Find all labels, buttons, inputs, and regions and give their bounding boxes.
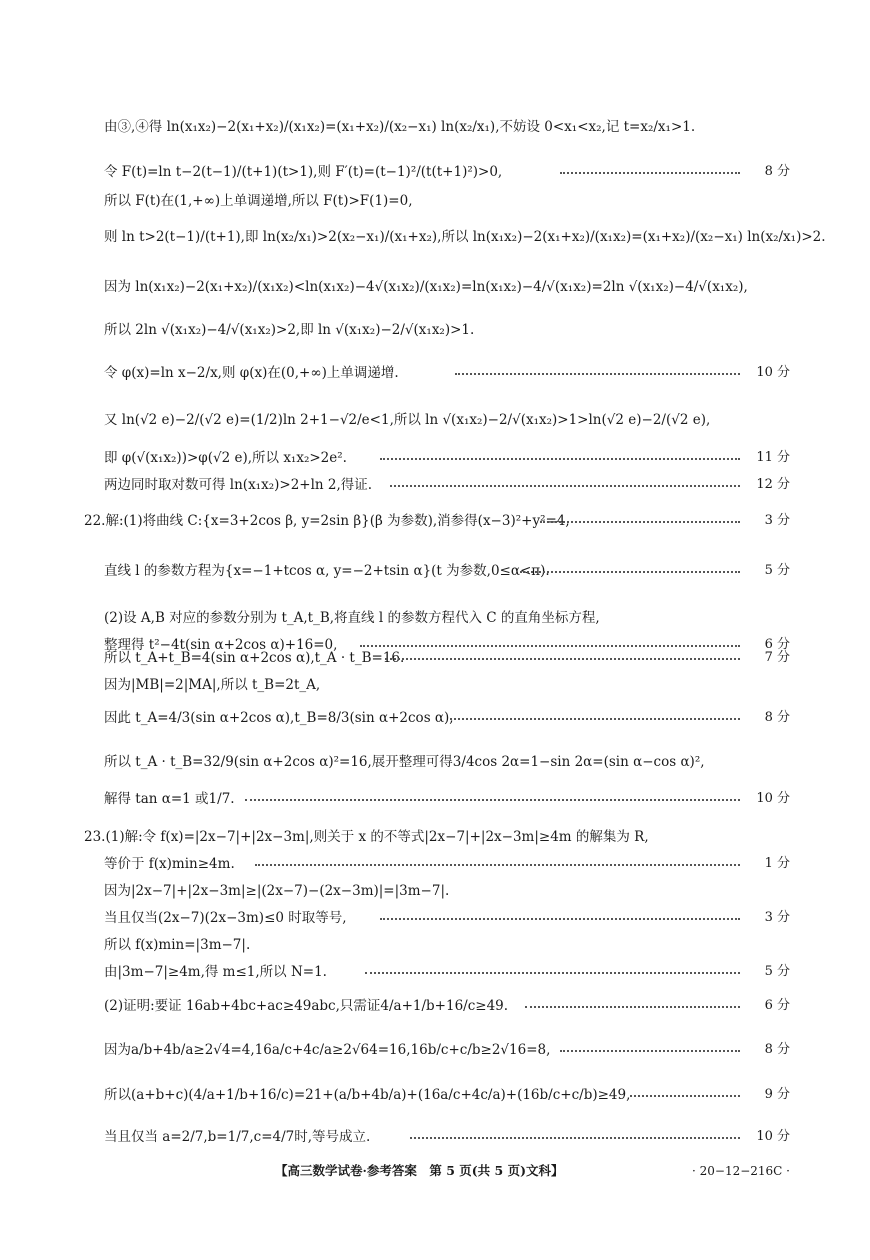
score-points: 10 分 (756, 791, 790, 806)
answer-line (0, 784, 870, 814)
score-points: 8 分 (764, 1042, 790, 1057)
score-points: 12 分 (756, 477, 790, 492)
dot-leader (380, 458, 740, 460)
line-text: 两边同时取对数可得 ln(x₁x₂)>2+ln 2,得证. (104, 477, 373, 493)
line-text: 令 F(t)=ln t−2(t−1)/(t+1)(t>1),则 F′(t)=(t−1)²/(t(t+1)²)>0, (104, 164, 503, 180)
score-points: 8 分 (764, 710, 790, 725)
line-text: 因为|MB|=2|MA|,所以 t_B=2t_A, (104, 677, 321, 693)
answer-line (0, 991, 870, 1021)
answer-line (0, 157, 870, 187)
score-points: 1 分 (764, 856, 790, 871)
dot-leader (540, 521, 740, 523)
line-text: 因为|2x−7|+|2x−3m|≥|(2x−7)−(2x−3m)|=|3m−7|. (104, 883, 450, 899)
answer-line (0, 930, 870, 960)
line-text: 当且仅当 a=2/7,b=1/7,c=4/7时,等号成立. (104, 1129, 371, 1145)
answer-line (0, 112, 870, 142)
answer-line (0, 186, 870, 216)
line-text: 所以 2ln √(x₁x₂)−4/√(x₁x₂)>2,即 ln √(x₁x₂)−2/√(x₁x₂)>1. (104, 322, 475, 338)
answer-line (0, 876, 870, 906)
score-points: 5 分 (764, 964, 790, 979)
line-text: 由|3m−7|≥4m,得 m≤1,所以 N=1. (104, 964, 327, 980)
answer-line (0, 358, 870, 388)
answer-line (0, 405, 870, 435)
score-points: 5 分 (764, 563, 790, 578)
line-text: (2)设 A,B 对应的参数分别为 t_A,t_B,将直线 l 的参数方程代入 C 的直角坐标方程, (104, 610, 600, 626)
score-points: 11 分 (756, 450, 790, 465)
line-text: 直线 l 的参数方程为{x=−1+tcos α, y=−2+tsin α}(t 为参数,0≤α<π). (104, 563, 550, 579)
score-points: 6 分 (764, 998, 790, 1013)
dot-leader (255, 864, 740, 866)
score-points: 9 分 (764, 1087, 790, 1102)
line-text: 因为 ln(x₁x₂)−2(x₁+x₂)/(x₁x₂)<ln(x₁x₂)−4√(x₁x₂)/(x₁x₂)=ln(x₁x₂)−4/√(x₁x₂)=2ln √(x₁x₂)−4/√(x₁x₂), (104, 279, 748, 295)
line-text: 23.(1)解:令 f(x)=|2x−7|+|2x−3m|,则关于 x 的不等式|2x−7|+|2x−3m|≥4m 的解集为 R, (84, 829, 649, 845)
answer-line (0, 703, 870, 733)
score-points: 3 分 (764, 513, 790, 528)
line-text: 当且仅当(2x−7)(2x−3m)≤0 时取等号, (104, 910, 347, 926)
line-text: 所以(a+b+c)(4/a+1/b+16/c)=21+(a/b+4b/a)+(16a/c+4c/a)+(16b/c+c/b)≥49, (104, 1087, 631, 1103)
line-text: 又 ln(√2 e)−2/(√2 e)=(1/2)ln 2+1−√2/e<1,所以 ln √(x₁x₂)−2/√(x₁x₂)>1>ln(√2 e)−2/(√2 e), (104, 412, 711, 428)
answer-line (0, 470, 870, 500)
line-text: 因此 t_A=4/3(sin α+2cos α),t_B=8/3(sin α+2cos α), (104, 710, 454, 726)
answer-line (0, 957, 870, 987)
line-text: 所以 f(x)min=|3m−7|. (104, 937, 251, 953)
answer-line (0, 272, 870, 302)
answer-line (0, 903, 870, 933)
line-text: 即 φ(√(x₁x₂))>φ(√2 e),所以 x₁x₂>2e². (104, 450, 347, 466)
line-text: 整理得 t²−4t(sin α+2cos α)+16=0, (104, 637, 338, 653)
score-points: 6 分 (764, 637, 790, 652)
line-text: 所以 t_A · t_B=32/9(sin α+2cos α)²=16,展开整理可得3/4cos 2α=1−sin 2α=(sin α−cos α)², (104, 754, 705, 770)
answer-line (0, 1122, 870, 1152)
line-text: 因为a/b+4b/a≥2√4=4,16a/c+4c/a≥2√64=16,16b/c+c/b≥2√16=8, (104, 1042, 551, 1058)
dot-leader (455, 373, 740, 375)
line-text: 所以 F(t)在(1,+∞)上单调递增,所以 F(t)>F(1)=0, (104, 193, 413, 209)
answer-line (0, 1080, 870, 1110)
dot-leader (380, 918, 740, 920)
line-text: 所以 t_A+t_B=4(sin α+2cos α),t_A · t_B=16. (104, 650, 405, 666)
page-footer (0, 1158, 870, 1184)
line-text: 由③,④得 ln(x₁x₂)−2(x₁+x₂)/(x₁x₂)=(x₁+x₂)/(x₂−x₁) ln(x₂/x₁),不妨设 0<x₁<x₂,记 t=x₂/x₁>1. (104, 119, 696, 135)
line-text: 解得 tan α=1 或1/7. (104, 791, 235, 807)
score-points: 10 分 (756, 365, 790, 380)
footer-code: · 20−12−216C · (692, 1164, 790, 1178)
answer-line (0, 747, 870, 777)
dot-leader (365, 972, 740, 974)
dot-leader (630, 1095, 740, 1097)
line-text: 22.解:(1)将曲线 C:{x=3+2cos β, y=2sin β}(β 为参数),消参得(x−3)²+y²=4, (84, 513, 570, 529)
score-points: 7 分 (764, 650, 790, 665)
dot-leader (390, 485, 740, 487)
dot-leader (450, 718, 740, 720)
dot-leader (560, 172, 740, 174)
answer-line (0, 822, 870, 852)
answer-line (0, 443, 870, 473)
score-points: 10 分 (756, 1129, 790, 1144)
footer-title: 【高三数学试卷·参考答案 第 5 页(共 5 页)文科】 (275, 1163, 564, 1178)
answer-line (0, 603, 870, 633)
score-points: 3 分 (764, 910, 790, 925)
answer-line (0, 222, 870, 252)
line-text: 则 ln t>2(t−1)/(t+1),即 ln(x₂/x₁)>2(x₂−x₁)/(x₁+x₂),所以 ln(x₁x₂)−2(x₁+x₂)/(x₁x₂)=(x₁+x₂)/(x₂−x₁) ln(x₂/x₁)>2. (104, 229, 826, 245)
dot-leader (525, 1006, 740, 1008)
line-text: 等价于 f(x)min≥4m. (104, 856, 235, 872)
answer-line (0, 643, 870, 673)
dot-leader (520, 571, 740, 573)
dot-leader (245, 799, 740, 801)
answer-line (0, 670, 870, 700)
answer-line (0, 315, 870, 345)
answer-line (0, 556, 870, 586)
line-text: 令 φ(x)=ln x−2/x,则 φ(x)在(0,+∞)上单调递增. (104, 365, 399, 381)
answer-line (0, 849, 870, 879)
dot-leader (560, 1050, 740, 1052)
dot-leader (410, 1137, 740, 1139)
answer-line (0, 506, 870, 536)
line-text: (2)证明:要证 16ab+4bc+ac≥49abc,只需证4/a+1/b+16/c≥49. (104, 998, 509, 1014)
score-points: 8 分 (764, 164, 790, 179)
answer-line (0, 1035, 870, 1065)
dot-leader (385, 658, 740, 660)
